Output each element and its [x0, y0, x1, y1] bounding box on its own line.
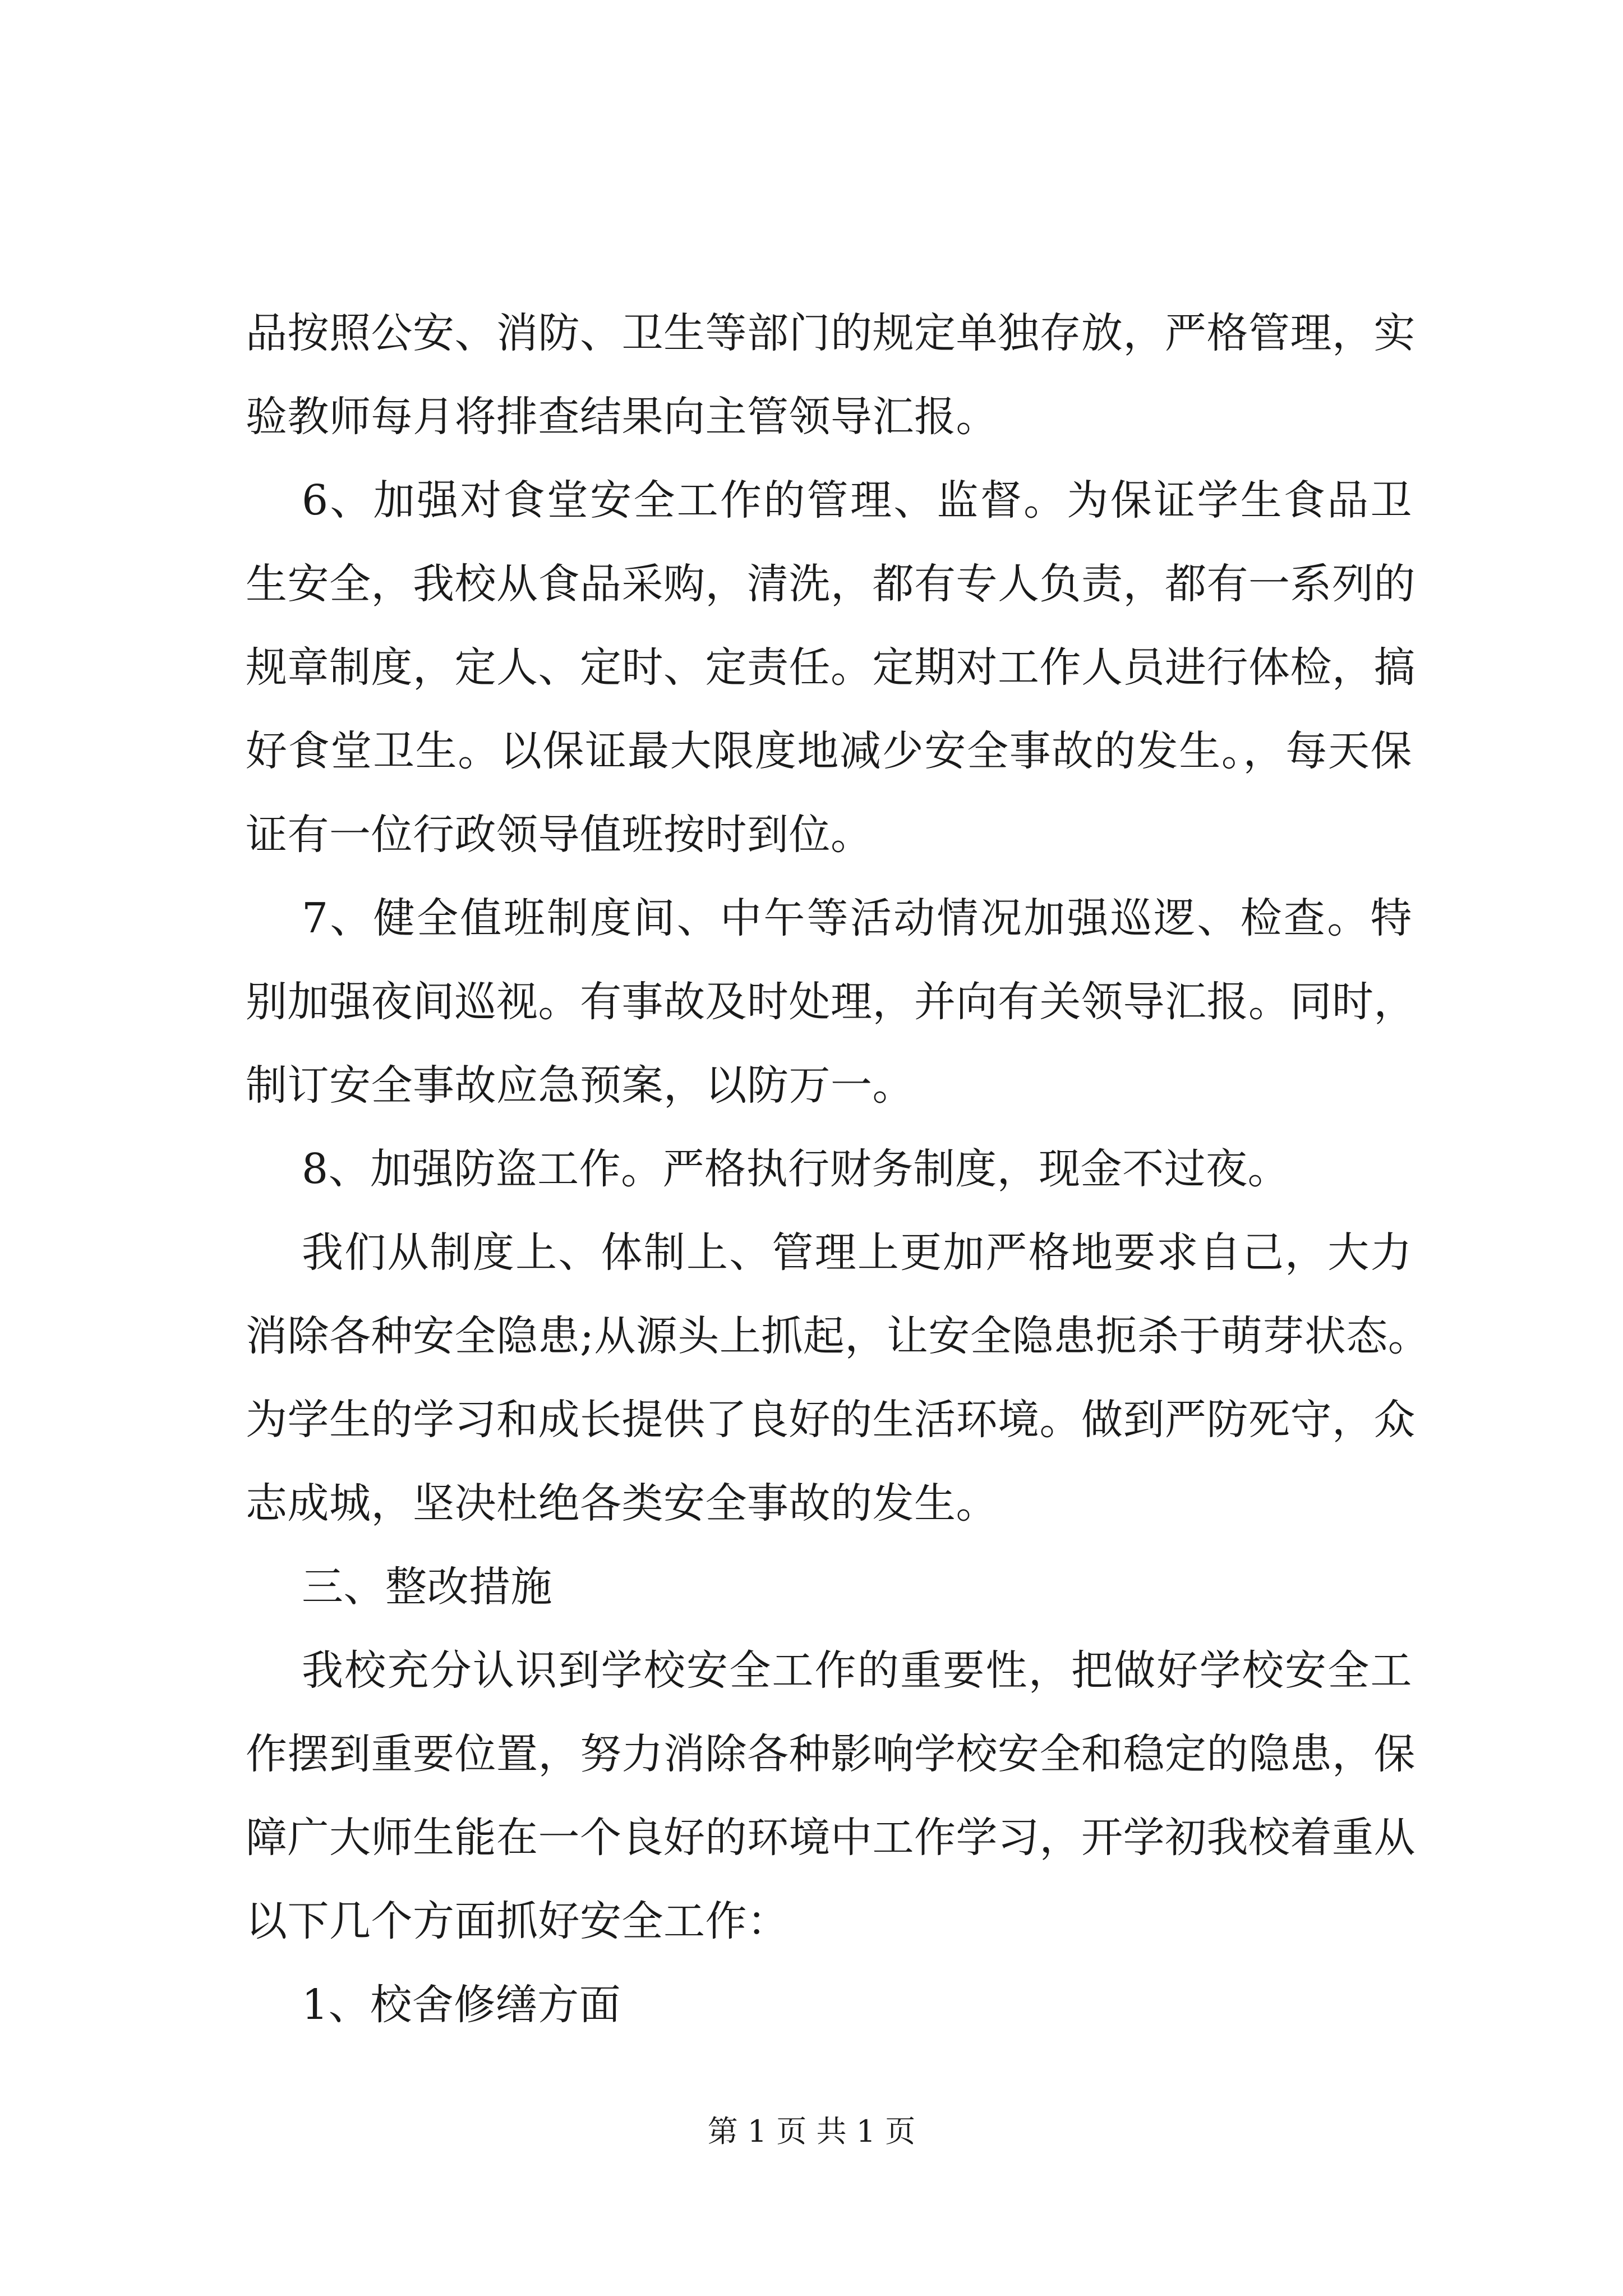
text-line: 别加强夜间巡视。有事故及时处理，并向有关领导汇报。同时，	[246, 978, 1415, 1026]
text-line: 作摆到重要位置，努力消除各种影响学校安全和稳定的隐患，保	[246, 1730, 1415, 1778]
text-line: 7、健全值班制度间、中午等活动情况加强巡逻、检查。特	[302, 894, 1412, 942]
text-line: 志成城，坚决杜绝各类安全事故的发生。	[246, 1479, 998, 1527]
text-line: 规章制度，定人、定时、定责任。定期对工作人员进行体检，搞	[246, 643, 1415, 692]
text-line: 1、校舍修缮方面	[302, 1981, 621, 2029]
document-body	[246, 292, 1430, 2047]
page-footer: 第 1 页 共 1 页	[707, 2114, 916, 2149]
text-line: 生安全，我校从食品采购，清洗，都有专人负责，都有一系列的	[246, 560, 1415, 608]
text-line: 验教师每月将排查结果向主管领导汇报。	[246, 393, 998, 441]
text-line: 障广大师生能在一个良好的环境中工作学习，开学初我校着重从	[246, 1814, 1415, 1862]
text-line: 8、加强防盗工作。严格执行财务制度，现金不过夜。	[302, 1145, 1290, 1193]
text-line: 6、加强对食堂安全工作的管理、监督。为保证学生食品卫	[302, 476, 1412, 524]
text-line: 为学生的学习和成长提供了良好的生活环境。做到严防死守，众	[246, 1396, 1415, 1444]
text-line: 证有一位行政领导值班按时到位。	[246, 811, 873, 859]
text-line: 我校充分认识到学校安全工作的重要性，把做好学校安全工	[302, 1646, 1412, 1695]
text-line: 制订安全事故应急预案，以防万一。	[246, 1061, 914, 1110]
text-line: 以下几个方面抓好安全工作：	[246, 1897, 789, 1945]
text-line: 我们从制度上、体制上、管理上更加严格地要求自己，大力	[302, 1228, 1412, 1277]
text-line: 好食堂卫生。以保证最大限度地减少安全事故的发生。，每天保	[246, 727, 1412, 775]
text-line: 消除各种安全隐患;从源头上抓起，让安全隐患扼杀于萌芽状态。	[246, 1312, 1430, 1360]
text-line: 三、整改措施	[302, 1563, 552, 1611]
text-line: 品按照公安、消防、卫生等部门的规定单独存放，严格管理，实	[246, 309, 1415, 357]
